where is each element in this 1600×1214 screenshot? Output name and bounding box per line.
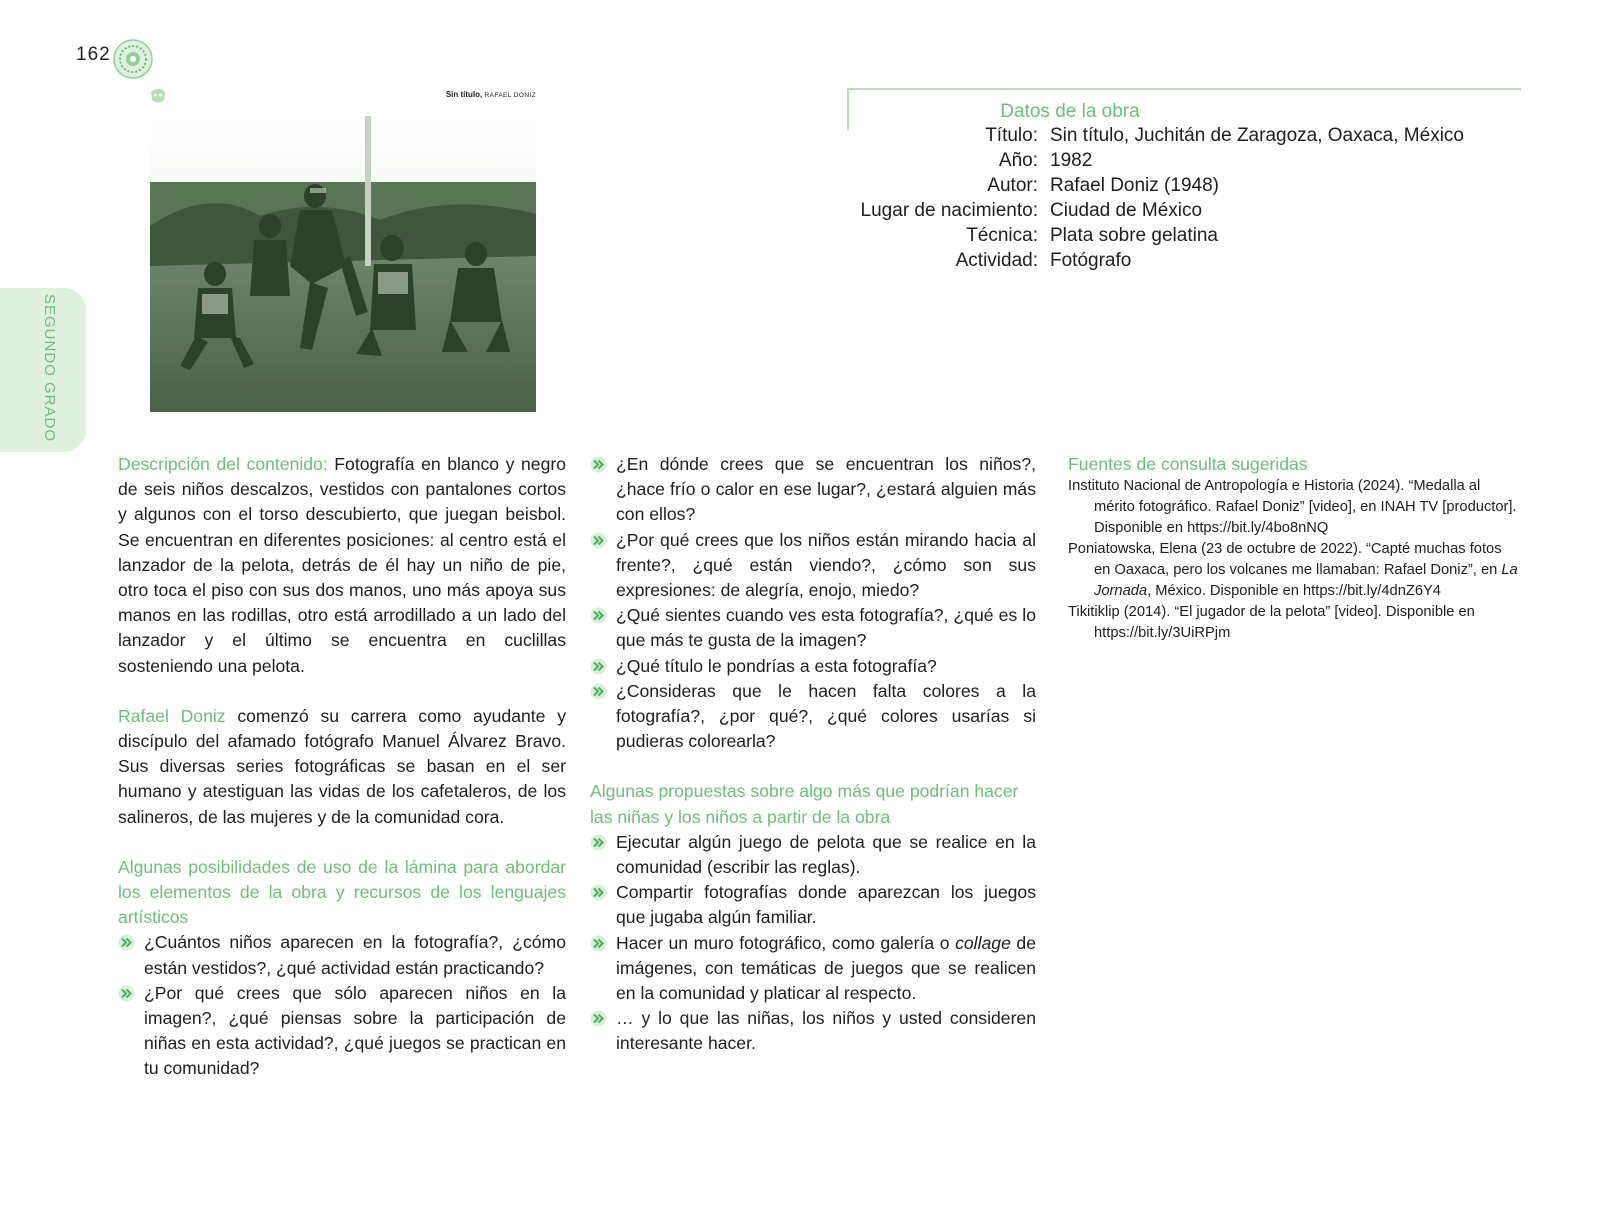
reference: Tikitiklip (2014). “El jugador de la pelota” [video]. Disponible en https://bit.ly/3UiRPjm: [1068, 604, 1475, 641]
question-text: ¿Por qué crees que sólo aparecen niños en la imagen?, ¿qué piensas sobre la participación de niñas en esta actividad?, ¿qué juegos se practican en tu comunidad?: [144, 982, 566, 1079]
artwork-data-label: Autor:: [987, 175, 1038, 196]
grade-label: SEGUNDO GRADO: [41, 294, 58, 443]
list-item: [590, 880, 1036, 930]
reference: Instituto Nacional de Antropología e Historia (2024). “Medalla al mérito fotográfico. Rafael Doniz” [video], en INAH TV [productor]. Disponible en https://bit.ly/4bo8nNQ: [1068, 478, 1517, 536]
list-item: [590, 1006, 1036, 1056]
double-chevron-icon: [590, 1010, 607, 1027]
double-chevron-icon: [590, 683, 607, 700]
proposal-list: [590, 830, 1036, 1057]
question-text: ¿Por qué crees que los niños están mirando hacia al frente?, ¿qué están viendo?, ¿cómo son sus expresiones: de alegría, enojo, miedo?: [616, 529, 1036, 601]
artwork-data-value: Plata sobre gelatina: [1050, 225, 1218, 246]
photo-caption-author: RAFAEL DONIZ: [484, 92, 536, 99]
proposal-text: Compartir fotografías donde aparezcan los juegos que jugaba algún familiar.: [616, 882, 1036, 928]
question-text: ¿Cuántos niños aparecen en la fotografía?, ¿cómo están vestidos?, ¿qué actividad están practicando?: [144, 932, 566, 978]
content-description: [118, 452, 566, 679]
proposal-text: Ejecutar algún juego de pelota que se realice en la comunidad (escribir las reglas).: [616, 831, 1036, 878]
description-text: Fotografía en blanco y negro de seis niños descalzos, vestidos con pantalones cortos y algunos con el torso descubierto, que juegan beisbol. Se encuentran en diferentes posiciones: al centro está el lanzador de la pelota, detrás de él hay un niño de pie, otro toca el piso con sus dos manos, uno más apoya sus manos en las rodillas, otro está arrodillado a un lado del lanzador y el último se encuentra en cuclillas sosteniendo una pelota.: [118, 454, 566, 676]
artwork-data-label: Año:: [998, 150, 1038, 171]
artwork-data-row: [820, 200, 1600, 226]
artwork-data-value: Sin título, Juchitán de Zaragoza, Oaxaca, México: [1050, 125, 1464, 146]
proposals-heading: Algunas propuestas sobre algo más que podrían hacer las niñas y los niños a partir de la obra: [590, 781, 1019, 827]
artwork-data-label: Técnica:: [966, 225, 1038, 246]
artwork-data-value: Ciudad de México: [1050, 200, 1203, 221]
list-item: [590, 528, 1036, 604]
artist-bio: [118, 704, 566, 830]
proposal-text: … y lo que las niñas, los niños y usted consideren interesante hacer.: [616, 1008, 1036, 1054]
sources-section: [1068, 452, 1518, 644]
artist-name: Rafael Doniz: [118, 705, 226, 726]
artwork-data-row: [820, 250, 1600, 276]
column-1: [118, 452, 566, 1082]
artwork-data-row: [820, 175, 1600, 201]
artist-bio-text: comenzó su carrera como ayudante y discípulo del afamado fotógrafo Manuel Álvarez Bravo. Sus diversas series fotográficas se basan en el ser humano y atestiguan las vidas de los cafetaleros, de los salineros, de las mujeres y de la comunidad cora.: [118, 705, 566, 827]
double-chevron-icon: [590, 834, 607, 851]
artwork-data-row: [820, 150, 1600, 176]
double-chevron-icon: [590, 658, 607, 675]
double-chevron-icon: [590, 884, 607, 901]
list-item: [118, 930, 566, 980]
artwork-data-title: Datos de la obra: [1000, 101, 1140, 122]
list-item: [590, 452, 1036, 528]
proposal-italic: collage: [955, 932, 1011, 953]
artwork-data-value: Rafael Doniz (1948): [1050, 175, 1219, 196]
artwork-data-value: 1982: [1050, 150, 1093, 171]
photo-caption-title: Sin título,: [445, 90, 483, 99]
reference-text: Poniatowska, Elena (23 de octubre de 2022). “Capté muchas fotos en Oaxaca, pero los volcanes me llamaban: Rafael Doniz”, en: [1068, 541, 1502, 578]
double-chevron-icon: [590, 607, 607, 624]
list-item: [590, 931, 1036, 1007]
column-2: [590, 452, 1036, 1057]
reference-text-end: , México. Disponible en https://bit.ly/4dnZ6Y4: [1147, 583, 1441, 599]
question-text: ¿Qué sientes cuando ves esta fotografía?, ¿qué es lo que más te gusta de la imagen?: [616, 605, 1036, 651]
question-text: ¿Consideras que le hacen falta colores a la fotografía?, ¿por qué?, ¿qué colores usarías si pudieras colorearla?: [616, 680, 1036, 752]
photo-caption: [380, 90, 536, 99]
mask-emblem-icon: [148, 86, 168, 106]
artwork-data-value: Fotógrafo: [1050, 250, 1132, 271]
list-item: [590, 603, 1036, 653]
question-list: [118, 930, 566, 1081]
sun-emblem-icon: [112, 38, 154, 80]
reference: [1068, 539, 1518, 602]
artwork-data-row: [820, 125, 1600, 151]
question-text: ¿En dónde crees que se encuentran los niños?, ¿hace frío o calor en ese lugar?, ¿estará alguien más con ellos?: [616, 454, 1036, 525]
double-chevron-icon: [118, 934, 135, 951]
list-item: [590, 679, 1036, 755]
list-item: [118, 981, 566, 1082]
list-item: [590, 830, 1036, 880]
question-text: ¿Qué título le pondrías a esta fotografía?: [616, 655, 937, 676]
uses-heading: Algunas posibilidades de uso de la lámina para abordar los elementos de la obra y recursos de los lenguajes artísticos: [118, 856, 566, 928]
artwork-data-row: [820, 225, 1600, 251]
question-list: [590, 452, 1036, 754]
reference-italic: La Jornada: [1094, 562, 1518, 599]
double-chevron-icon: [590, 532, 607, 549]
double-chevron-icon: [590, 935, 607, 952]
proposal-text: Hacer un muro fotográfico, como galería o: [616, 932, 956, 953]
artwork-photo: [150, 116, 536, 412]
artwork-data-label: Título:: [985, 125, 1038, 146]
double-chevron-icon: [118, 985, 135, 1002]
sources-heading: Fuentes de consulta sugeridas: [1068, 454, 1308, 474]
grade-side-tab: [0, 288, 86, 452]
double-chevron-icon: [590, 456, 607, 473]
artwork-data-label: Lugar de nacimiento:: [860, 200, 1038, 221]
page-number: 162: [76, 44, 111, 65]
artwork-data-label: Actividad:: [955, 250, 1038, 271]
proposal-text-end: de imágenes, con temáticas de juegos que se realicen en la comunidad y platicar al respecto.: [616, 932, 1036, 1004]
list-item: [590, 654, 1036, 679]
description-label: Descripción del contenido:: [118, 454, 328, 474]
